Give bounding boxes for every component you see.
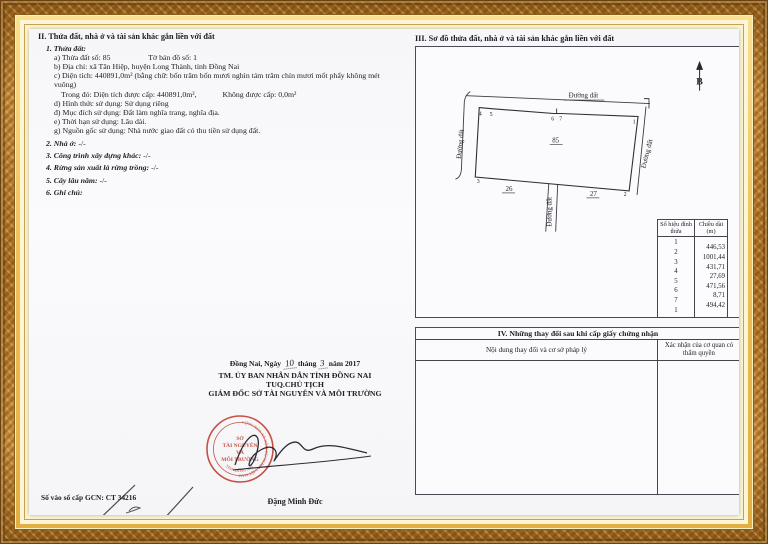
section-4-header-row — [416, 340, 739, 361]
adjacent-parcel-26: 26 — [505, 184, 513, 193]
authority-confirm-cell — [658, 361, 739, 494]
perennial-line — [46, 176, 402, 185]
parcel-subtitle: 1. Thửa đất: — [46, 43, 86, 53]
edge-length: 446,53 — [706, 244, 725, 252]
section-2 — [38, 32, 402, 197]
address-line: b) Địa chỉ: xã Tân Hiệp, huyện Long Thành, tỉnh Đồng Nai — [54, 62, 240, 72]
use-origin-line: g) Nguồn gốc sử dụng: Nhà nước giao đất có thu tiền sử dụng đất. — [54, 126, 261, 136]
vertex-id: 7 — [674, 297, 678, 305]
granted-area: Trong đó: Diện tích được cấp: 440891,0m², — [61, 89, 197, 99]
vertex-id: 4 — [674, 268, 678, 276]
edge-length: 471,56 — [706, 282, 725, 290]
vertex-7-label: 7 — [559, 116, 563, 123]
section-3-title: III. Sơ đồ thửa đất, nhà ở và tài sản khác gắn liền với đất — [415, 34, 615, 43]
vertex-id-column — [658, 237, 695, 317]
edge-length: 431,71 — [706, 263, 725, 271]
frame-mat-inner — [24, 24, 744, 520]
use-form-line: d) Hình thức sử dụng: Sử dụng riêng — [54, 98, 169, 108]
vertex-1-label: 1 — [632, 119, 636, 126]
frame-mat — [20, 20, 748, 524]
map-sheet-value: 1 — [193, 52, 198, 62]
perennial-label: 5. Cây lâu năm: — [46, 175, 98, 185]
construction-line — [46, 151, 402, 160]
vertex-5-label: 5 — [489, 111, 493, 118]
cadastral-diagram-box — [415, 46, 739, 318]
forest-label: 4. Rừng sản xuất là rừng trồng: — [46, 163, 150, 173]
house-line — [46, 139, 402, 148]
north-letter: B — [696, 76, 703, 88]
stamp-ring-bottom-text: TỈNH ĐỒNG NAI — [224, 463, 255, 474]
section-2-title: II. Thửa đất, nhà ở và tài sản khác gắn liền với đất — [38, 32, 215, 41]
parcel-number-label: a) Thửa đất số: — [54, 52, 101, 62]
house-label: 2. Nhà ở: — [46, 138, 77, 148]
length-header: Chiều dài (m) — [698, 221, 724, 236]
place-date-line — [147, 358, 443, 369]
house-value: -/- — [78, 138, 86, 148]
ink-signature — [224, 421, 377, 483]
land-certificate-document — [29, 29, 739, 515]
road-top-line — [466, 96, 650, 104]
stamp-center-line3: VÀ — [236, 450, 244, 456]
vertex-6-label: 6 — [551, 116, 555, 123]
road-top-label: Đường đất — [568, 91, 599, 100]
construction-value: -/- — [143, 151, 151, 161]
edge-length: 494,42 — [706, 302, 725, 310]
edge-length: 8,71 — [713, 292, 725, 300]
map-sheet-label: Tờ bản đồ số: — [148, 52, 192, 62]
gcn-registry-line — [41, 493, 136, 502]
not-granted-area: Không được cấp: 0,0m² — [222, 89, 297, 99]
road-right-label: Đường đất — [639, 138, 655, 170]
handwritten-month: 3 — [318, 358, 328, 370]
date-prefix: Đồng Nai, Ngày — [229, 359, 282, 368]
forest-line — [46, 163, 402, 172]
vertex-id: 1 — [674, 306, 678, 314]
signer-role-line: TUQ.CHỦ TỊCH — [266, 380, 324, 389]
stamp-center-line2: TÀI NGUYÊN — [222, 443, 258, 449]
use-purpose-line: đ) Mục đích sử dụng: Đất làm nghĩa trang, nghĩa địa. — [54, 107, 220, 117]
section-4-title: IV. Những thay đổi sau khi cấp giấy chứng nhận — [416, 328, 739, 340]
parcel-number-value: 85 — [102, 52, 111, 62]
section-4-body — [416, 361, 739, 494]
road-left-label: Đường đất — [454, 128, 466, 160]
section-3 — [415, 34, 739, 495]
vertex-id: 3 — [674, 258, 678, 266]
vertex-2-label: 2 — [623, 191, 627, 198]
gcn-label: Số vào sổ cấp GCN: — [41, 493, 104, 502]
gcn-number: CT 34216 — [105, 493, 137, 502]
forest-value: -/- — [151, 163, 159, 173]
north-arrow-icon — [696, 61, 703, 91]
use-term-line: e) Thời hạn sử dụng: Lâu dài. — [54, 117, 147, 127]
vertex-table-body — [658, 237, 727, 317]
notes-label: 6. Ghi chú: — [46, 188, 83, 198]
signer-title-line: GIÁM ĐỐC SỞ TÀI NGUYÊN VÀ MÔI TRƯỜNG — [208, 389, 382, 398]
vertex-3-label: 3 — [476, 178, 480, 185]
vertex-4-label: 4 — [478, 111, 482, 118]
notes-line — [46, 188, 402, 197]
parcel-number-line — [54, 53, 402, 62]
vertex-id: 5 — [674, 277, 678, 285]
length-column — [695, 237, 727, 317]
parcel-number: 85 — [552, 136, 560, 145]
area-detail-line — [61, 90, 402, 99]
issuing-org-line: TM. ỦY BAN NHÂN DÂN TỈNH ĐỒNG NAI — [218, 371, 372, 380]
authority-confirm-header: Xác nhận của cơ quan có thẩm quyền — [664, 342, 734, 358]
date-year: năm 2017 — [328, 359, 361, 368]
construction-label: 3. Công trình xây dựng khác: — [46, 151, 142, 161]
stamp-ring-top-text: CỘNG HÒA XÃ HỘI CHỦ NGHĨA VIỆT NAM — [238, 419, 270, 479]
signer-name: Đặng Minh Đức — [267, 497, 323, 506]
vertex-length-table — [657, 219, 728, 318]
frame-gold-band — [14, 14, 754, 530]
section-4 — [415, 327, 739, 495]
road-bottom-label: Đường đất — [545, 196, 554, 227]
stamp-center-line4: MÔI TRƯỜNG — [221, 457, 259, 463]
vertex-id: 6 — [674, 287, 678, 295]
vertex-id: 2 — [674, 249, 678, 257]
change-content-header: Nội dung thay đổi và cơ sở pháp lý — [416, 340, 658, 360]
vertex-table-header — [658, 220, 727, 237]
road-bottom-line-2 — [556, 185, 558, 232]
vertex-id-header: Số hiệu đỉnh thửa — [658, 220, 695, 236]
perennial-value: -/- — [99, 175, 107, 185]
date-month-word: tháng — [297, 359, 317, 368]
edge-length: 27,69 — [709, 273, 725, 281]
adjacent-parcel-27: 27 — [589, 189, 597, 198]
signature-block — [147, 358, 443, 398]
area-line: c) Diện tích: 440891,0m² (bằng chữ: bốn trăm bốn mươi nghìn tám trăm chín mươi mốt phẩy không mét vuông) — [54, 71, 380, 90]
change-content-cell — [416, 361, 658, 494]
vertex-id: 1 — [674, 239, 678, 247]
edge-length: 1001,44 — [702, 254, 725, 262]
handwritten-day: 10 — [282, 357, 296, 370]
parcel-85-outline — [475, 108, 638, 191]
stamp-center-line1: SỞ — [236, 436, 244, 442]
